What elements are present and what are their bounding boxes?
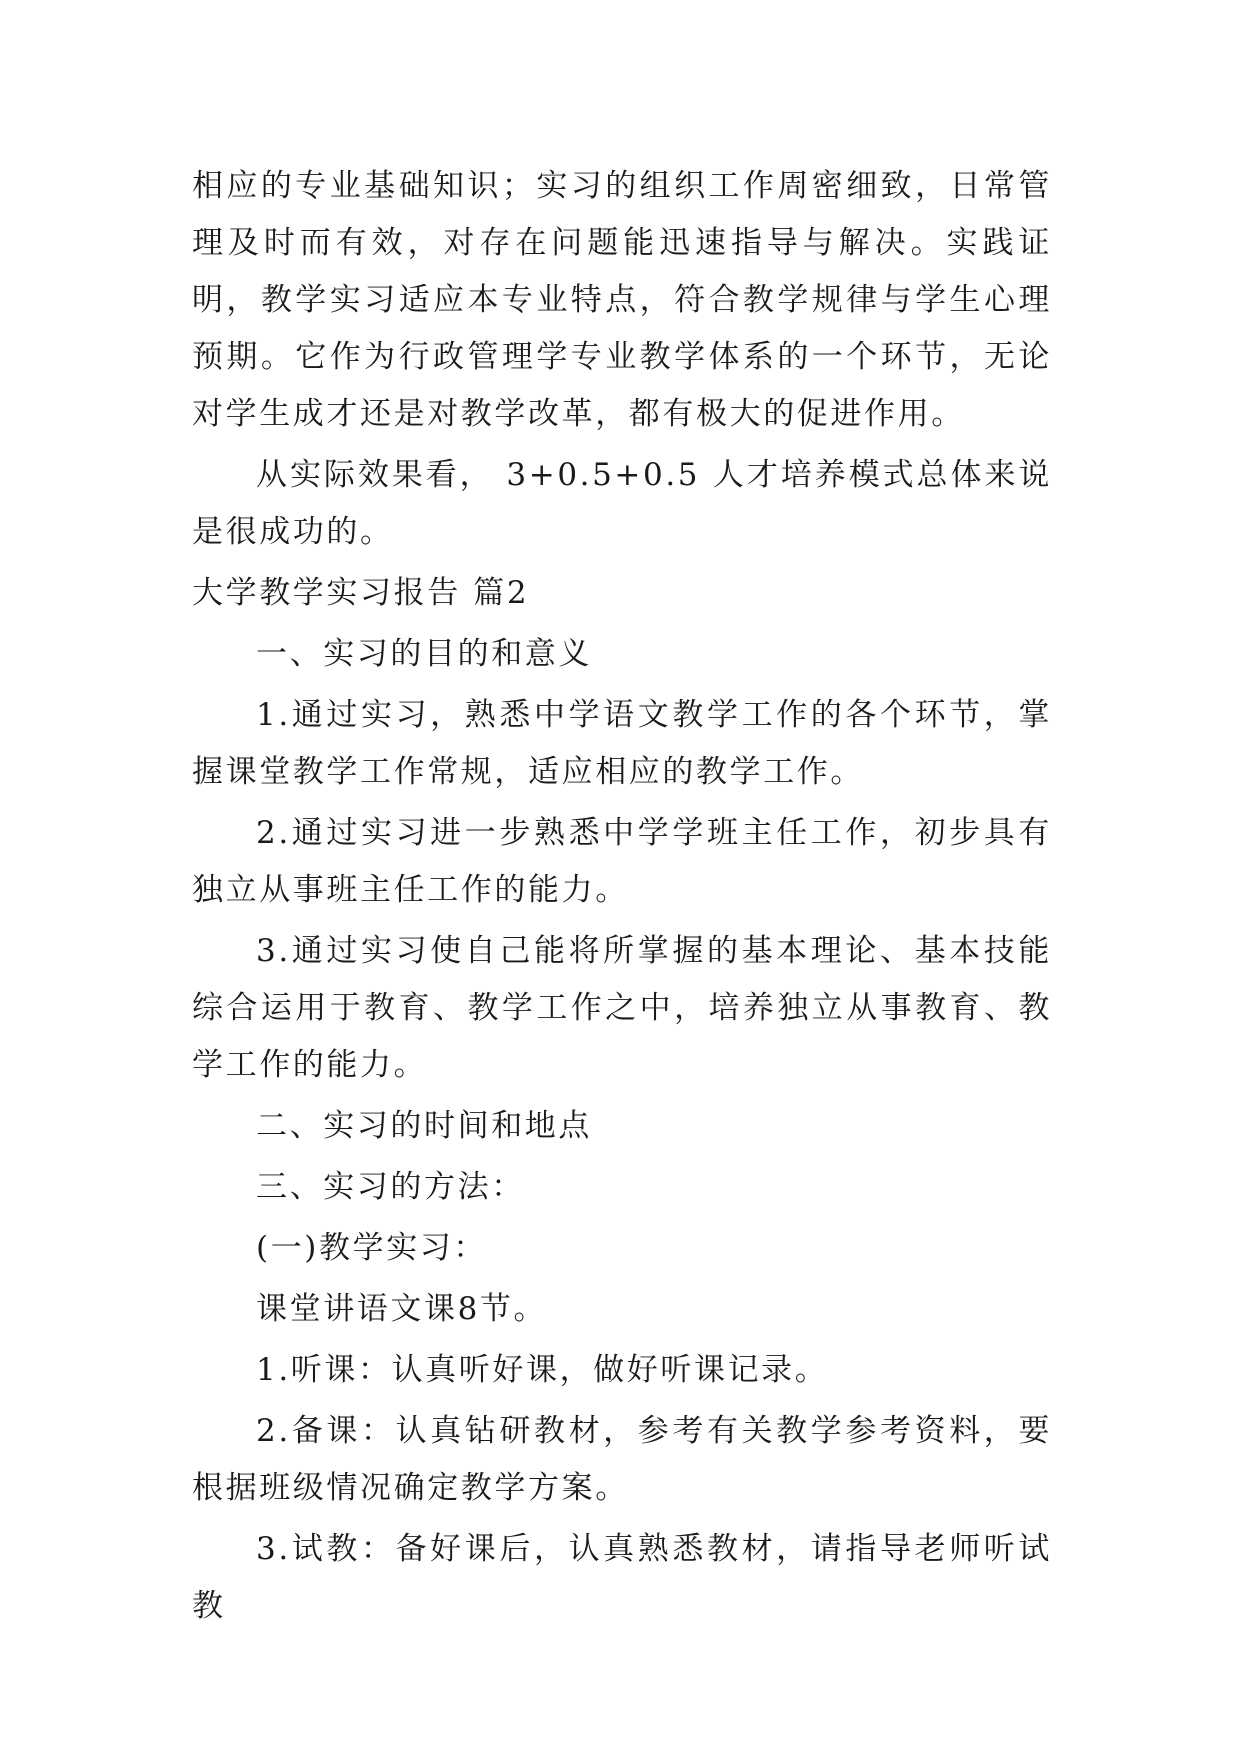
section-title: 大学教学实习报告 篇2 <box>192 575 530 611</box>
subheading-teaching-practice: (一)教学实习： <box>256 1230 487 1266</box>
heading-time-place: 二、实习的时间和地点 <box>256 1108 592 1144</box>
paragraph-lesson-count: 课堂讲语文课8节。 <box>256 1291 548 1327</box>
list-item-purpose-3: 3.通过实习使自己能将所掌握的基本理论、基本技能综合运用于教育、教学工作之中，培养独立从事教育、教学工作的能力。 <box>192 933 1052 1083</box>
paragraph-effect-summary: 从实际效果看， 3+0.5+0.5 人才培养模式总体来说是很成功的。 <box>192 457 1052 550</box>
list-item-purpose-1: 1.通过实习，熟悉中学语文教学工作的各个环节，掌握课堂教学工作常规，适应相应的教学工作。 <box>192 697 1052 790</box>
paragraph-continuation: 相应的专业基础知识；实习的组织工作周密细致，日常管理及时而有效，对存在问题能迅速指导与解决。实践证明，教学实习适应本专业特点，符合教学规律与学生心理预期。它作为行政管理学专业教学体系的一个环节，无论对学生成才还是对教学改革，都有极大的促进作用。 <box>192 168 1052 432</box>
list-item-method-3: 3.试教：备好课后，认真熟悉教材，请指导老师听试教 <box>192 1531 1052 1624</box>
list-item-method-2: 2.备课：认真钻研教材，参考有关教学参考资料，要根据班级情况确定教学方案。 <box>192 1413 1052 1506</box>
heading-method: 三、实习的方法： <box>256 1169 525 1205</box>
list-item-purpose-2: 2.通过实习进一步熟悉中学学班主任工作，初步具有独立从事班主任工作的能力。 <box>192 815 1052 908</box>
heading-purpose: 一、实习的目的和意义 <box>256 636 592 672</box>
list-item-method-1: 1.听课：认真听好课，做好听课记录。 <box>256 1352 829 1388</box>
document-body <box>192 158 1052 1635</box>
